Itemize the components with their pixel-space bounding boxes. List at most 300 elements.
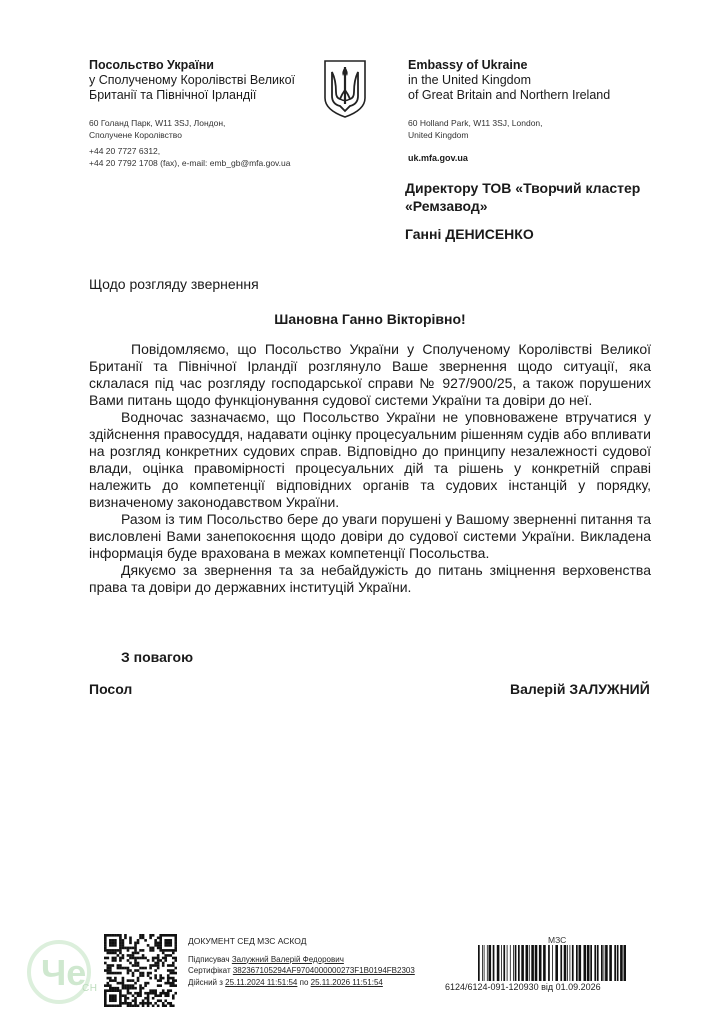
- qr-module: [119, 994, 122, 997]
- qr-module: [147, 974, 150, 977]
- qr-module: [117, 1004, 120, 1007]
- qr-module: [167, 964, 170, 967]
- barcode-bar: [572, 945, 574, 981]
- qr-module: [132, 972, 135, 975]
- electronic-signature-info: [188, 936, 448, 988]
- qr-module: [122, 947, 125, 950]
- qr-module: [172, 952, 175, 955]
- qr-module: [139, 937, 142, 940]
- qr-module: [114, 999, 117, 1002]
- barcode-bar: [617, 945, 619, 981]
- qr-module: [112, 997, 115, 1000]
- qr-module: [129, 1002, 132, 1005]
- qr-module: [172, 994, 175, 997]
- barcode-bar: [567, 945, 568, 981]
- qr-module: [114, 994, 117, 997]
- qr-module: [127, 947, 130, 950]
- qr-module: [127, 987, 130, 990]
- barcode-bar: [614, 945, 616, 981]
- qr-module: [154, 939, 157, 942]
- qr-module: [154, 1002, 157, 1005]
- cert-label: Сертифікат: [188, 966, 231, 975]
- qr-module: [132, 974, 135, 977]
- qr-module: [134, 992, 137, 995]
- qr-module: [117, 934, 120, 937]
- qr-module: [109, 972, 112, 975]
- qr-module: [119, 937, 122, 940]
- barcode-bar: [543, 945, 546, 981]
- qr-module: [117, 954, 120, 957]
- qr-module: [124, 1002, 127, 1005]
- qr-module: [154, 977, 157, 980]
- body-paragraph-1: Повідомляємо, що Посольство України у Сполученому Королівстві Великої Британії та Північної Ірландії розглянуло Ваше звернення щодо ситуації, яка склалася під час розгляду господарської справи № 927/900/25, а також порушених Вами питань щодо функціонування судової системи України та довіри до неї.: [89, 341, 651, 408]
- qr-module: [114, 979, 117, 982]
- qr-module: [172, 957, 175, 960]
- qr-module: [162, 1004, 165, 1007]
- qr-module: [152, 959, 155, 962]
- qr-module: [127, 949, 130, 952]
- qr-module: [112, 964, 115, 967]
- barcode-bar: [526, 945, 529, 981]
- qr-module: [159, 949, 162, 952]
- qr-module: [119, 982, 122, 985]
- barcode-bar: [594, 945, 596, 981]
- qr-module: [107, 972, 110, 975]
- barcode-bar: [604, 945, 605, 981]
- qr-module: [119, 957, 122, 960]
- validity-line: [188, 977, 448, 989]
- qr-module: [142, 934, 145, 937]
- qr-module: [167, 982, 170, 985]
- qr-module: [109, 949, 112, 952]
- qr-module: [129, 942, 132, 945]
- valid-from: 25.11.2024 11:51:54: [225, 977, 298, 987]
- qr-module: [152, 992, 155, 995]
- qr-module: [147, 959, 150, 962]
- qr-module: [149, 1002, 152, 1005]
- qr-module: [124, 934, 127, 937]
- qr-module: [159, 974, 162, 977]
- qr-module: [159, 944, 162, 947]
- qr-module: [152, 949, 155, 952]
- qr-module: [172, 964, 175, 967]
- qr-module: [144, 997, 147, 1000]
- qr-module: [174, 934, 177, 937]
- qr-module: [172, 962, 175, 965]
- barcode-bar: [489, 945, 492, 981]
- qr-module: [104, 942, 107, 945]
- qr-module: [162, 1002, 165, 1005]
- qr-module: [157, 942, 160, 945]
- embassy-header-ukrainian: [89, 57, 319, 169]
- barcode-bar: [597, 945, 599, 981]
- qr-module: [149, 934, 152, 937]
- qr-module: [157, 964, 160, 967]
- qr-module: [137, 964, 140, 967]
- qr-module: [144, 992, 147, 995]
- qr-module: [132, 1004, 135, 1007]
- qr-module: [132, 952, 135, 955]
- qr-module: [169, 969, 172, 972]
- qr-module: [104, 989, 107, 992]
- qr-module: [129, 947, 132, 950]
- qr-module: [107, 952, 110, 955]
- qr-module: [104, 934, 107, 937]
- qr-module: [164, 954, 167, 957]
- qr-module: [159, 939, 162, 942]
- qr-module: [114, 949, 117, 952]
- qr-module: [167, 989, 170, 992]
- embassy-name-ua: Посольство України: [89, 58, 214, 72]
- qr-module: [169, 989, 172, 992]
- qr-module: [107, 982, 110, 985]
- qr-module: [134, 1004, 137, 1007]
- qr-module: [137, 939, 140, 942]
- barcode-bar: [605, 945, 608, 981]
- qr-module: [154, 944, 157, 947]
- qr-module: [162, 977, 165, 980]
- qr-module: [119, 989, 122, 992]
- qr-module: [107, 977, 110, 980]
- watermark-logo: [26, 939, 96, 1009]
- qr-module: [169, 954, 172, 957]
- qr-module: [159, 937, 162, 940]
- barcode-icon: [478, 945, 626, 981]
- qr-code-icon: [104, 934, 177, 1007]
- qr-module: [127, 989, 130, 992]
- qr-module: [132, 979, 135, 982]
- qr-module: [167, 977, 170, 980]
- qr-module: [119, 947, 122, 950]
- qr-module: [164, 934, 167, 937]
- address-ua-2: Сполучене Королівство: [89, 130, 182, 140]
- qr-module: [162, 992, 165, 995]
- qr-module: [162, 957, 165, 960]
- qr-module: [169, 944, 172, 947]
- qr-module: [127, 967, 130, 970]
- qr-module: [157, 1004, 160, 1007]
- qr-module: [164, 949, 167, 952]
- qr-module: [174, 947, 177, 950]
- qr-module: [114, 944, 117, 947]
- qr-module: [169, 949, 172, 952]
- qr-module: [167, 974, 170, 977]
- qr-module: [137, 979, 140, 982]
- qr-module: [172, 949, 175, 952]
- qr-module: [154, 989, 157, 992]
- valid-label: Дійсний з: [188, 977, 223, 987]
- barcode-bar: [570, 945, 571, 981]
- qr-module: [162, 952, 165, 955]
- qr-module: [174, 937, 177, 940]
- qr-module: [104, 1002, 107, 1005]
- qr-module: [124, 999, 127, 1002]
- salutation: Шановна Ганно Вікторівно!: [274, 311, 466, 327]
- qr-module: [112, 949, 115, 952]
- barcode-bar: [620, 945, 623, 981]
- qr-module: [169, 972, 172, 975]
- qr-module: [109, 969, 112, 972]
- qr-module: [139, 989, 142, 992]
- qr-module: [162, 949, 165, 952]
- qr-module: [114, 952, 117, 955]
- qr-module: [139, 967, 142, 970]
- address-en-2: United Kingdom: [408, 130, 469, 140]
- cert-value: 382367105294AF9704000000273F1B0194FB2303: [232, 966, 415, 975]
- qr-module: [112, 972, 115, 975]
- qr-module: [114, 987, 117, 990]
- qr-module: [124, 994, 127, 997]
- qr-module: [104, 1004, 107, 1007]
- qr-module: [119, 949, 122, 952]
- qr-module: [174, 942, 177, 945]
- qr-module: [127, 984, 130, 987]
- qr-module: [114, 972, 117, 975]
- barcode-bar: [548, 945, 550, 981]
- watermark-text: CH: [82, 983, 98, 994]
- qr-module: [157, 984, 160, 987]
- qr-module: [164, 992, 167, 995]
- qr-module: [137, 942, 140, 945]
- qr-module: [172, 979, 175, 982]
- qr-module: [157, 957, 160, 960]
- qr-module: [127, 969, 130, 972]
- qr-module: [127, 997, 130, 1000]
- embassy-location-en-2: of Great Britain and Northern Ireland: [408, 88, 611, 102]
- qr-module: [132, 954, 135, 957]
- qr-module: [147, 982, 150, 985]
- body-paragraph-3: Разом із тим Посольство бере до уваги порушені у Вашому зверненні питання та висловлені Вами занепокоєння щодо довіри до судової системи України. Викладена інформація буде врахована в межах компетенції Посольства.: [89, 511, 651, 561]
- qr-module: [117, 964, 120, 967]
- barcode-bar: [487, 945, 488, 981]
- qr-module: [167, 939, 170, 942]
- barcode-bar: [478, 945, 480, 981]
- qr-module: [149, 972, 152, 975]
- barcode-bar: [513, 945, 514, 981]
- barcode-bar: [564, 945, 567, 981]
- barcode-bar: [484, 945, 485, 981]
- qr-module: [159, 994, 162, 997]
- qr-module: [129, 937, 132, 940]
- qr-module: [114, 989, 117, 992]
- qr-module: [152, 957, 155, 960]
- qr-module: [147, 994, 150, 997]
- qr-module: [109, 967, 112, 970]
- qr-module: [147, 1002, 150, 1005]
- qr-module: [119, 942, 122, 945]
- qr-module: [114, 977, 117, 980]
- qr-module: [174, 944, 177, 947]
- qr-module: [109, 987, 112, 990]
- qr-module: [137, 977, 140, 980]
- qr-module: [119, 964, 122, 967]
- qr-module: [159, 934, 162, 937]
- qr-module: [139, 949, 142, 952]
- certificate-line: [188, 965, 448, 977]
- qr-module: [169, 964, 172, 967]
- qr-module: [164, 942, 167, 945]
- barcode-bar: [539, 945, 542, 981]
- qr-module: [119, 1002, 122, 1005]
- qr-module: [122, 967, 125, 970]
- qr-module: [164, 999, 167, 1002]
- barcode-label: МЗС: [548, 935, 567, 945]
- qr-module: [107, 989, 110, 992]
- qr-module: [104, 944, 107, 947]
- barcode-bar: [507, 945, 508, 981]
- qr-module: [159, 959, 162, 962]
- qr-module: [109, 989, 112, 992]
- qr-module: [104, 939, 107, 942]
- embassy-name-en: Embassy of Ukraine: [408, 58, 528, 72]
- qr-module: [109, 942, 112, 945]
- qr-module: [122, 994, 125, 997]
- qr-module: [134, 959, 137, 962]
- qr-module: [142, 974, 145, 977]
- barcode-bar: [560, 945, 562, 981]
- qr-module: [132, 947, 135, 950]
- qr-module: [129, 1004, 132, 1007]
- qr-module: [107, 1004, 110, 1007]
- qr-module: [162, 964, 165, 967]
- qr-module: [137, 992, 140, 995]
- body-paragraph-4: Дякуємо за звернення та за небайдужість до питань зміцнення верховенства права та довіри до державних інституцій України.: [89, 562, 651, 595]
- qr-module: [112, 944, 115, 947]
- qr-module: [142, 987, 145, 990]
- barcode-bar: [503, 945, 505, 981]
- qr-module: [134, 962, 137, 965]
- qr-module: [142, 949, 145, 952]
- address-en-1: 60 Holland Park, W11 3SJ, London,: [408, 118, 543, 128]
- qr-module: [172, 972, 175, 975]
- qr-module: [169, 942, 172, 945]
- qr-module: [157, 979, 160, 982]
- qr-module: [154, 942, 157, 945]
- qr-module: [119, 944, 122, 947]
- recipient-name: Ганні ДЕНИСЕНКО: [405, 226, 534, 242]
- qr-module: [169, 982, 172, 985]
- qr-module: [167, 979, 170, 982]
- qr-module: [117, 982, 120, 985]
- embassy-header-english: [408, 57, 648, 163]
- qr-module: [157, 937, 160, 940]
- qr-module: [117, 949, 120, 952]
- barcode-bar: [493, 945, 495, 981]
- qr-module: [104, 957, 107, 960]
- qr-module: [164, 994, 167, 997]
- qr-module: [172, 969, 175, 972]
- qr-module: [119, 1004, 122, 1007]
- signer-label: Підписувач: [188, 954, 230, 964]
- qr-module: [134, 957, 137, 960]
- embassy-location-ua-1: у Сполученому Королівстві Великої: [89, 73, 295, 87]
- recipient-line-2: «Ремзавод»: [405, 198, 488, 214]
- qr-module: [129, 984, 132, 987]
- qr-module: [122, 942, 125, 945]
- qr-module: [104, 969, 107, 972]
- qr-module: [127, 959, 130, 962]
- qr-module: [164, 944, 167, 947]
- qr-module: [119, 997, 122, 1000]
- qr-module: [134, 952, 137, 955]
- qr-module: [172, 1004, 175, 1007]
- qr-module: [134, 949, 137, 952]
- qr-module: [174, 959, 177, 962]
- qr-module: [174, 967, 177, 970]
- qr-module: [169, 1002, 172, 1005]
- qr-module: [159, 999, 162, 1002]
- qr-module: [109, 944, 112, 947]
- qr-module: [139, 994, 142, 997]
- qr-module: [149, 964, 152, 967]
- qr-module: [127, 979, 130, 982]
- barcode-bar: [552, 945, 553, 981]
- qr-module: [129, 987, 132, 990]
- qr-module: [172, 977, 175, 980]
- qr-module: [137, 969, 140, 972]
- qr-module: [122, 982, 125, 985]
- qr-module: [109, 964, 112, 967]
- barcode-bar: [529, 945, 530, 981]
- qr-module: [137, 1004, 140, 1007]
- website-link[interactable]: uk.mfa.gov.ua: [408, 153, 468, 163]
- qr-module: [149, 992, 152, 995]
- qr-module: [109, 977, 112, 980]
- qr-module: [114, 934, 117, 937]
- qr-module: [122, 1002, 125, 1005]
- qr-module: [112, 942, 115, 945]
- qr-module: [174, 992, 177, 995]
- qr-module: [169, 977, 172, 980]
- qr-module: [142, 937, 145, 940]
- qr-module: [152, 934, 155, 937]
- qr-module: [129, 957, 132, 960]
- qr-module: [157, 959, 160, 962]
- qr-module: [107, 967, 110, 970]
- qr-module: [154, 969, 157, 972]
- qr-module: [147, 999, 150, 1002]
- qr-module: [107, 934, 110, 937]
- qr-module: [109, 994, 112, 997]
- qr-module: [154, 994, 157, 997]
- qr-module: [122, 979, 125, 982]
- qr-module: [114, 997, 117, 1000]
- qr-module: [127, 992, 130, 995]
- qr-module: [122, 984, 125, 987]
- barcode-bar: [497, 945, 500, 981]
- qr-module: [139, 972, 142, 975]
- qr-module: [104, 992, 107, 995]
- qr-module: [112, 999, 115, 1002]
- embassy-location-en-1: in the United Kingdom: [408, 73, 531, 87]
- qr-module: [139, 987, 142, 990]
- qr-module: [149, 949, 152, 952]
- qr-module: [132, 964, 135, 967]
- qr-module: [172, 982, 175, 985]
- qr-module: [132, 984, 135, 987]
- signer-info-line: [188, 954, 448, 966]
- qr-module: [104, 984, 107, 987]
- qr-module: [144, 982, 147, 985]
- qr-module: [149, 989, 152, 992]
- qr-module: [119, 992, 122, 995]
- qr-module: [124, 947, 127, 950]
- qr-module: [157, 947, 160, 950]
- qr-module: [109, 997, 112, 1000]
- qr-module: [142, 999, 145, 1002]
- qr-module: [139, 974, 142, 977]
- qr-module: [119, 967, 122, 970]
